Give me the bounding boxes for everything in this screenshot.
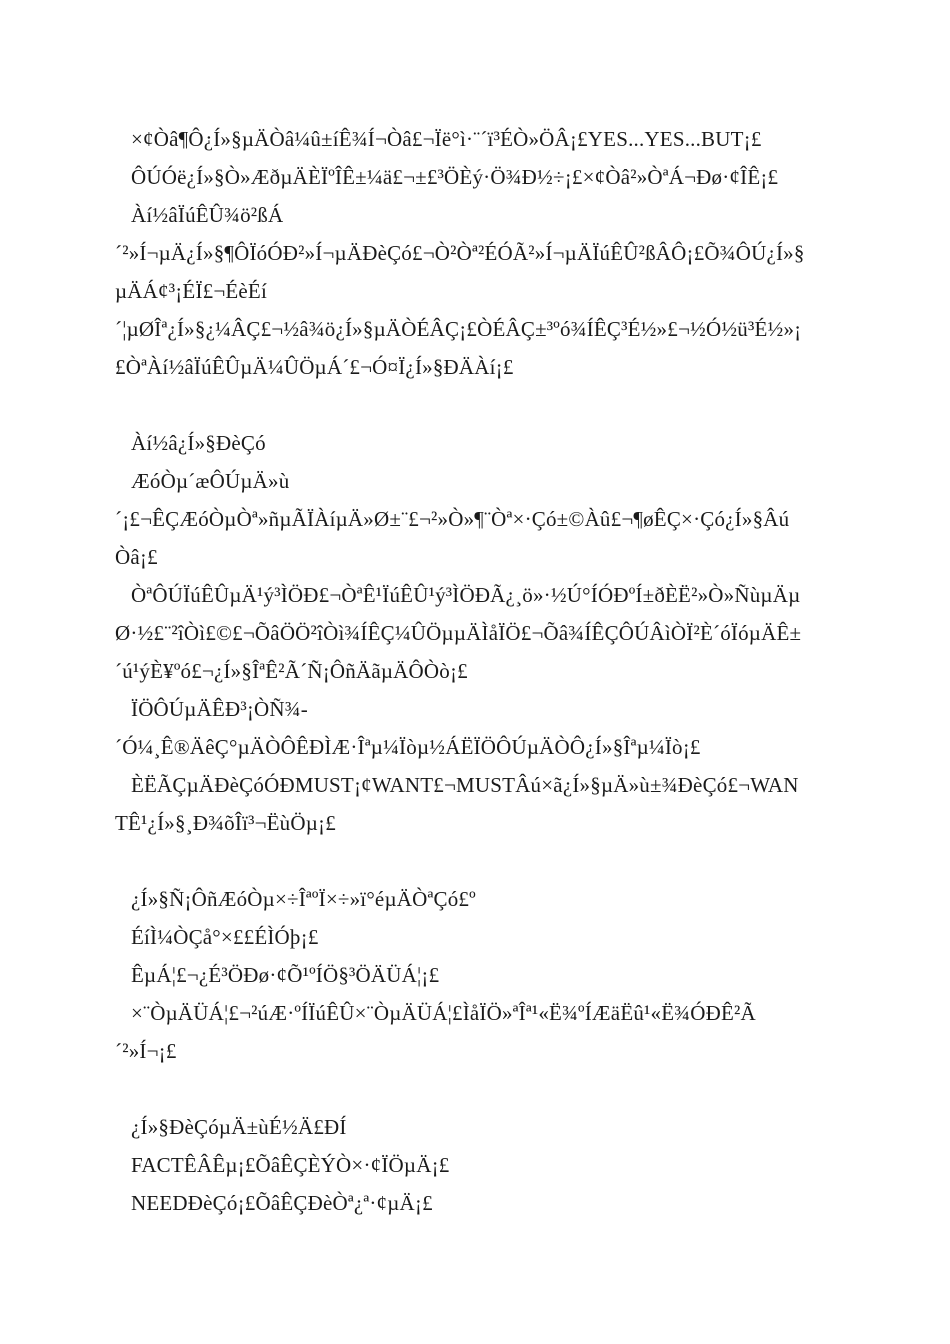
paragraph-line: Òâ¡£ xyxy=(115,545,158,569)
paragraph-line: ´¦µØÎª¿Í»§¿¼ÂÇ£¬½â¾ö¿Í»§µÄÒÉÂÇ¡£ÒÉÂÇ±³ºó¾ÍÊÇ³É½»£¬½Ó½ü³É½»¡ xyxy=(115,317,802,341)
paragraph-line: ×¢Òâ¶Ô¿Í»§µÄÒâ¼û±íÊ¾Í¬Òâ£¬Ïë°ì·¨´ï³ÉÒ»ÖÂ¡£YES...YES...BUT¡£ xyxy=(131,127,762,151)
paragraph-line: ´ú¹ýÈ¥ºó£¬¿Í»§ÎªÊ²Ã´Ñ¡ÔñÄãµÄÔÒò¡£ xyxy=(115,659,468,683)
list-item: ÉíÌ¼ÒÇå°×££ÉÌÓþ¡£ xyxy=(131,925,319,949)
paragraph-line: µÄÁ¢³¡ÉÏ£¬ÉèÉí xyxy=(115,279,267,303)
paragraph-line: Ø·½£¨²îÒì£©£¬ÕâÖÖ²îÒì¾ÍÊÇ¼ÛÖµµÄÌåÏÖ£¬Õâ¾ÍÊÇÔÚÂìÒÏ²È´óÏóµÄÊ± xyxy=(115,621,802,645)
paragraph-line: £ÒªÀí½âÏúÊÛµÄ¼ÛÖµÁ´£¬Ó¤Ï¿Í»§ÐÄÀí¡£ xyxy=(115,355,514,379)
paragraph-line: TÊ¹¿Í»§¸Ð¾õÎï³¬ËùÖµ¡£ xyxy=(115,811,336,835)
section-heading: Àí½â¿Í»§ÐèÇó xyxy=(131,431,266,455)
paragraph-line: ÈËÃÇµÄÐèÇóÓÐMUST¡¢WANT£¬MUSTÂú×ã¿Í»§µÄ»ù±¾ÐèÇó£¬WAN xyxy=(131,773,799,797)
section-heading: Àí½âÏúÊÛ¾ö²ßÁ xyxy=(131,203,284,227)
paragraph-line: ÆóÒµ´æÔÚµÄ»ù xyxy=(131,469,290,493)
paragraph-line: ´²»Í¬¡£ xyxy=(115,1039,177,1063)
section-heading: ¿Í»§Ñ¡ÔñÆóÒµ×÷ÎªºÏ×÷»ï°éµÄÒªÇó£º xyxy=(131,887,476,911)
list-item: NEEDÐèÇó¡£ÕâÊÇÐèÒª¿ª·¢µÄ¡£ xyxy=(131,1191,433,1215)
paragraph-line: ´¡£¬ÊÇÆóÒµÒª»ñµÃÏÀíµÄ»Ø±¨£¬²»Ò»¶¨Òª×·Çó±©Àû£¬¶øÊÇ×·Çó¿Í»§Âú xyxy=(115,507,790,531)
paragraph-line: ´²»Í¬µÄ¿Í»§¶ÔÏóÓÐ²»Í¬µÄÐèÇó£¬Ò²Òª²ÉÓÃ²»Í¬µÄÏúÊÛ²ßÂÔ¡£Õ¾ÔÚ¿Í»§ xyxy=(115,241,805,265)
paragraph-line: ÔÚÓë¿Í»§Ò»ÆðµÄÈÏºÎÊ±¼ä£¬±£³ÖÈý·Ö¾Ð½÷¡£×¢Òâ²»ÒªÁ¬Ðø·¢ÎÊ¡£ xyxy=(131,165,779,189)
paragraph-line: ÒªÔÚÏúÊÛµÄ¹ý³ÌÖÐ£¬ÒªÊ¹ÏúÊÛ¹ý³ÌÖÐÃ¿¸ö»·½Ú°ÍÓÐºÍ±ðÈË²»Ò»ÑùµÄµ xyxy=(131,583,801,607)
paragraph-line: ´Ó¼¸Ê®ÄêÇ°µÄÒÔÊÐÌÆ·Îªµ¼Ïòµ½ÁËÏÖÔÚµÄÒÔ¿Í»§Îªµ¼Ïò¡£ xyxy=(115,735,701,759)
paragraph-line: ÏÖÔÚµÄÊÐ³¡ÒÑ¾- xyxy=(131,697,308,721)
section-heading: ¿Í»§ÐèÇóµÄ±ùÉ½Ä£ÐÍ xyxy=(131,1115,347,1139)
list-item: ×¨ÒµÄÜÁ¦£¬²úÆ·ºÍÏúÊÛ×¨ÒµÄÜÁ¦£ÌåÏÖ»ªÎª¹«Ë¾ºÍÆäËû¹«Ë¾ÓÐÊ²Ã xyxy=(131,1001,756,1025)
list-item: FACTÊÂÊµ¡£ÕâÊÇÈÝÒ×·¢ÏÖµÄ¡£ xyxy=(131,1153,450,1177)
list-item: ÊµÁ¦£¬¿É³ÖÐø·¢Õ¹ºÍÖ§³ÖÄÜÁ¦¡£ xyxy=(131,963,440,987)
